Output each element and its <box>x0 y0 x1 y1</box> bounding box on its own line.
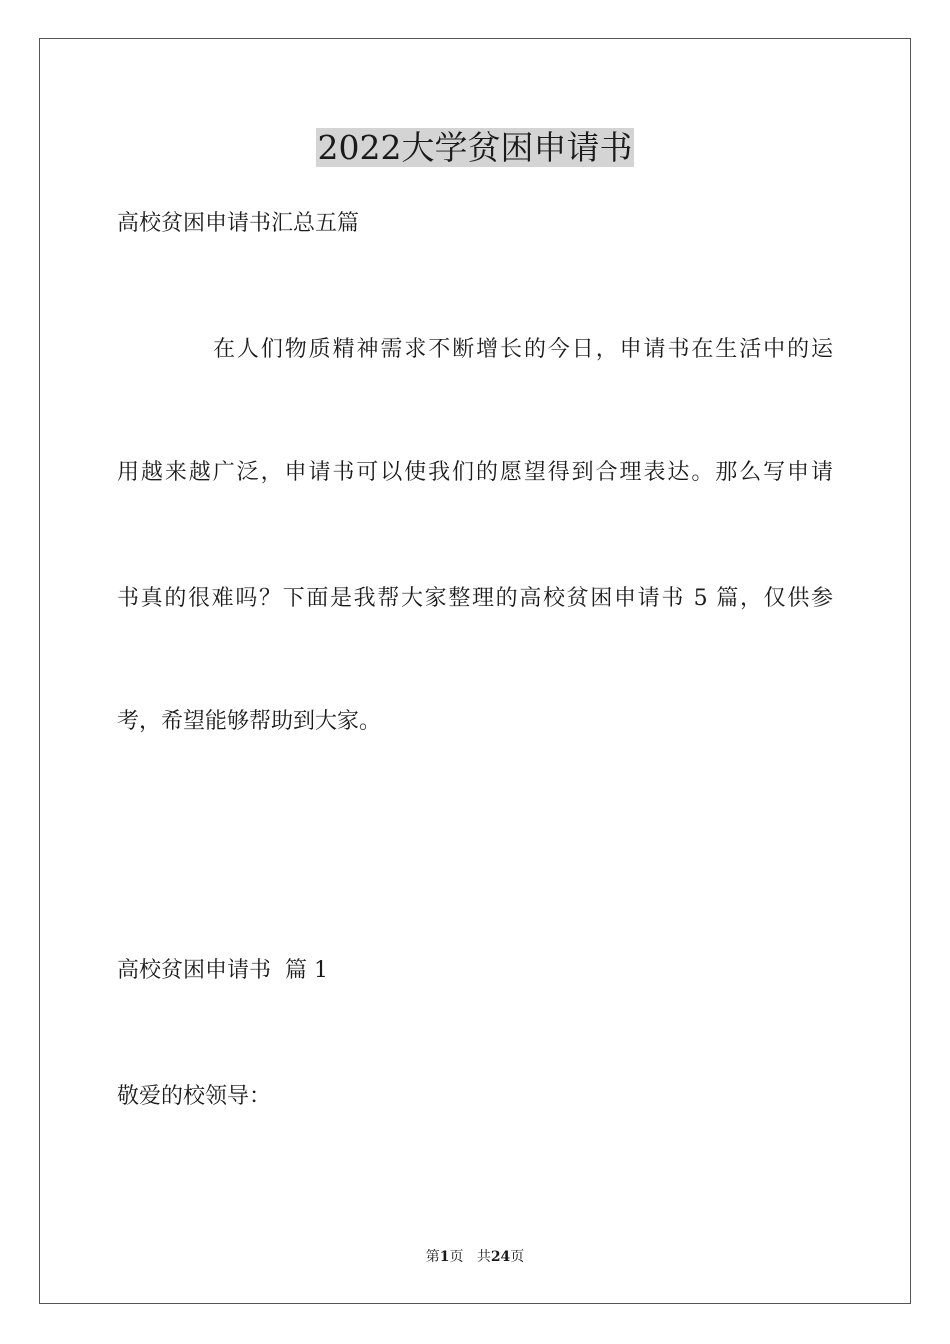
footer-page-number: 1 <box>439 1249 450 1265</box>
intro-line-4: 考，希望能够帮助到大家。 <box>117 709 382 734</box>
footer-page-suffix: 页 <box>449 1249 464 1265</box>
document-title <box>0 126 950 170</box>
document-title-text: 2022大学贫困申请书 <box>317 128 633 167</box>
intro-line-3: 书真的很难吗？下面是我帮大家整理的高校贫困申请书 5 篇，仅供参 <box>117 586 833 611</box>
salutation: 敬爱的校领导： <box>117 1084 272 1109</box>
intro-line-2: 用越来越广泛，申请书可以使我们的愿望得到合理表达。那么写申请 <box>117 460 833 485</box>
page-footer <box>0 1247 950 1267</box>
intro-line-1: 在人们物质精神需求不断增长的今日，申请书在生活中的运 <box>213 337 833 362</box>
footer-total-suffix: 页 <box>510 1249 525 1265</box>
footer-total-pages: 24 <box>490 1249 511 1265</box>
footer-total-prefix: 共 <box>476 1249 491 1265</box>
section-heading: 高校贫困申请书 篇 1 <box>117 958 328 983</box>
footer-page-prefix: 第 <box>425 1249 440 1265</box>
document-subtitle: 高校贫困申请书汇总五篇 <box>117 211 360 236</box>
